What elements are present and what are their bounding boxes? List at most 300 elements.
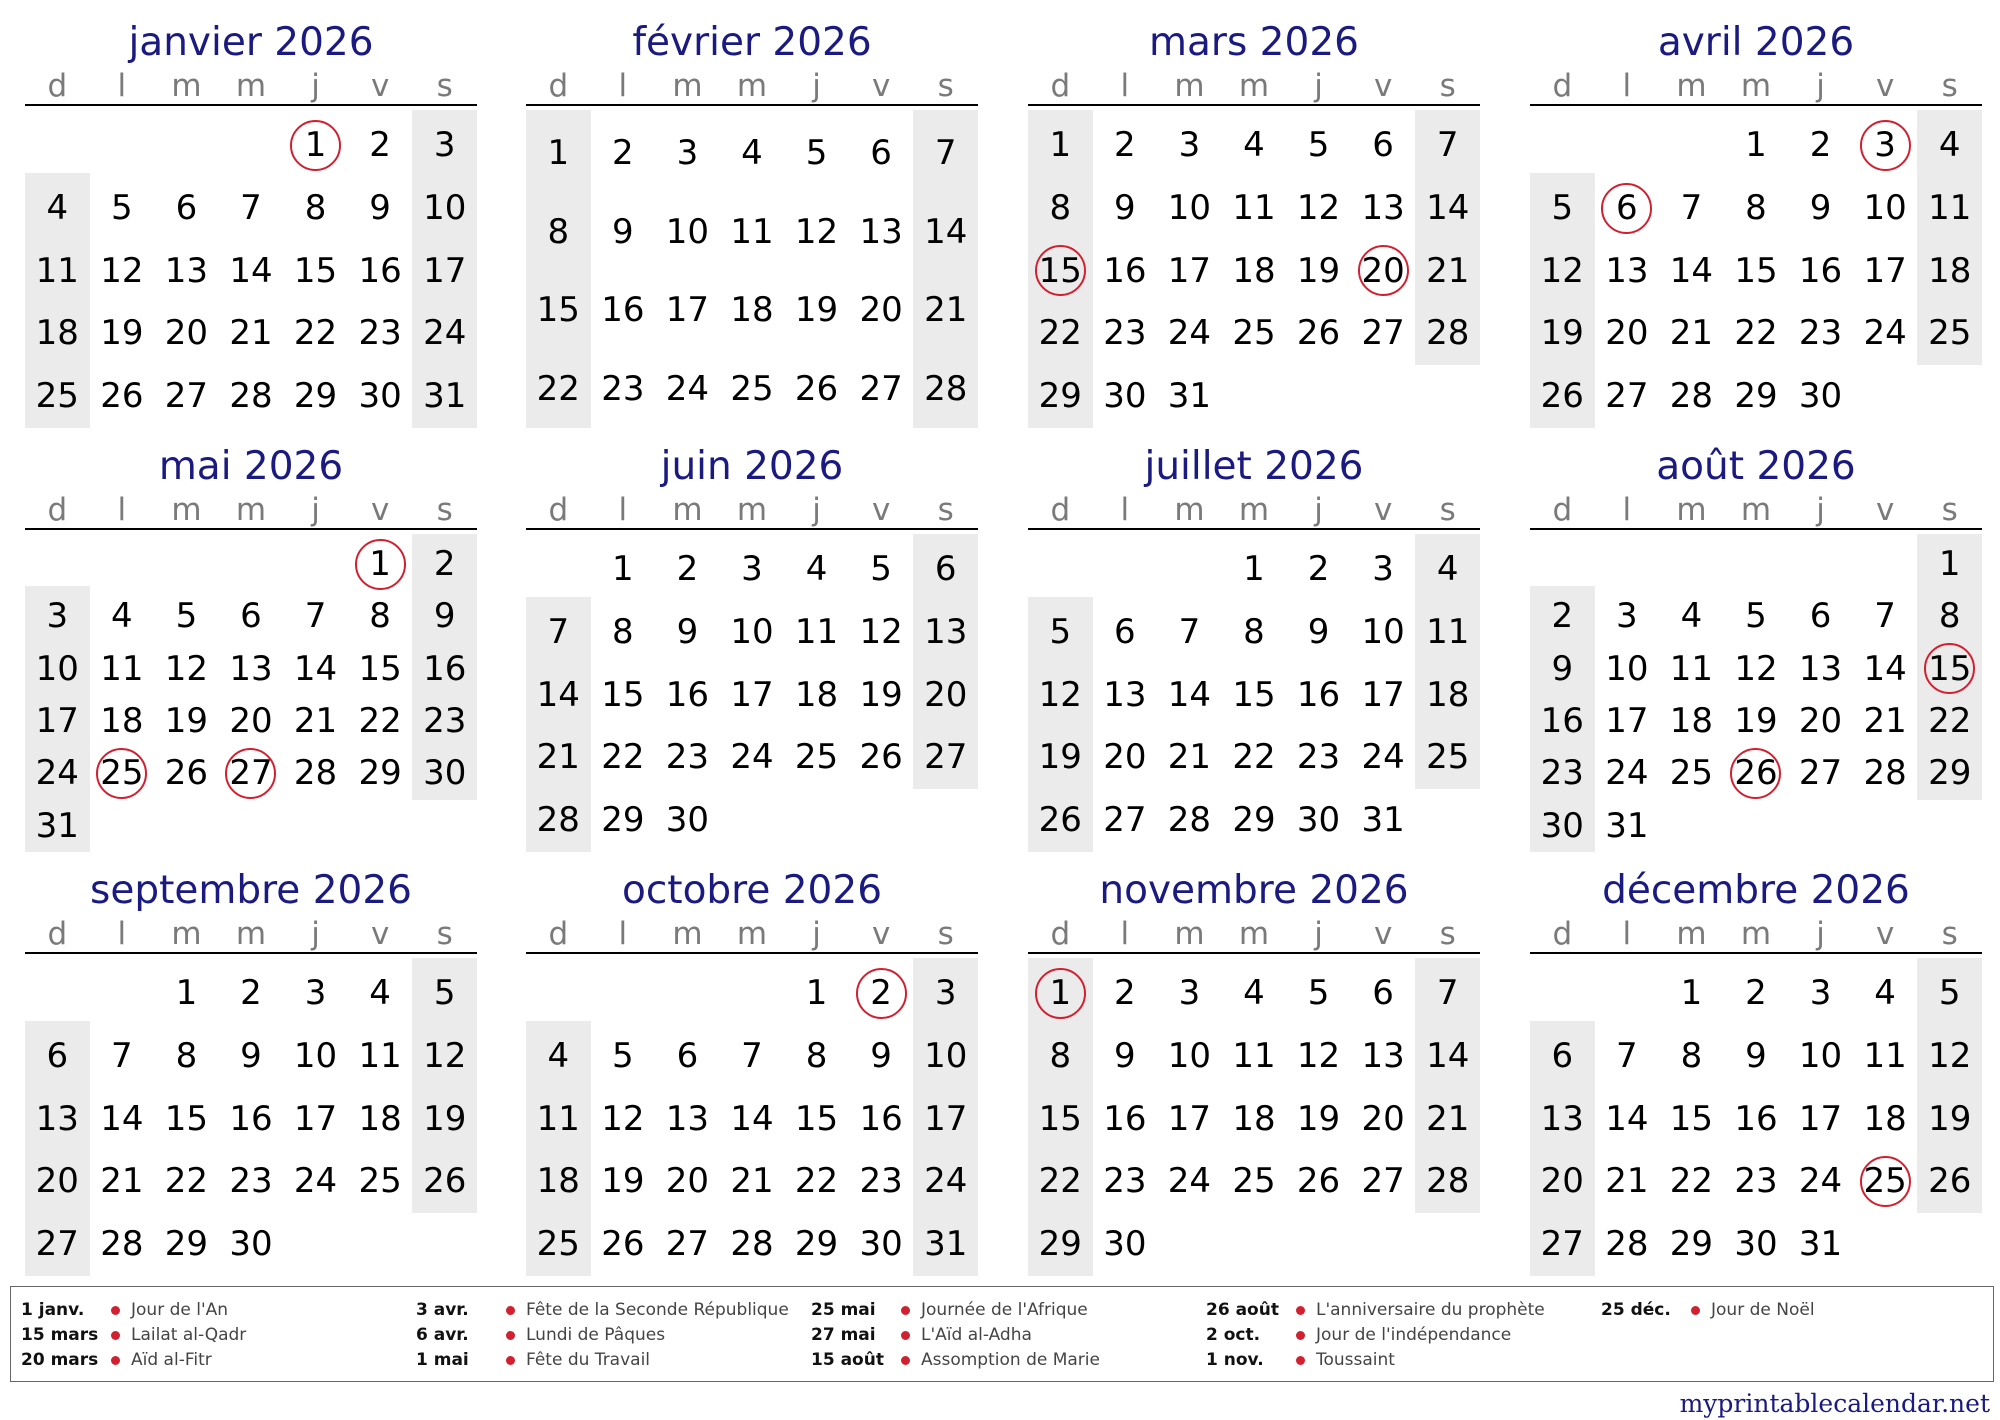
- day-cell[interactable]: 21: [1426, 1098, 1470, 1139]
- day-cell[interactable]: 28: [1426, 1161, 1470, 1202]
- day-cell[interactable]: 31: [35, 805, 79, 846]
- day-cell[interactable]: 4: [547, 1035, 570, 1076]
- day-cell[interactable]: 31: [1361, 800, 1405, 841]
- day-cell[interactable]: 13: [1103, 674, 1147, 715]
- day-cell[interactable]: 16: [358, 250, 402, 291]
- day-cell[interactable]: 5: [870, 549, 892, 589]
- day-cell[interactable]: 1: [805, 973, 828, 1013]
- day-cell[interactable]: 10: [1798, 1035, 1843, 1076]
- day-cell[interactable]: 18: [536, 1161, 580, 1202]
- day-cell[interactable]: 12: [859, 611, 903, 652]
- day-cell[interactable]: 2: [676, 549, 699, 589]
- day-cell[interactable]: 26: [1038, 800, 1082, 841]
- holiday-day-cell[interactable]: 27: [219, 747, 284, 799]
- day-cell[interactable]: 3: [741, 549, 763, 589]
- day-cell[interactable]: 8: [175, 1035, 198, 1076]
- day-cell[interactable]: 27: [1798, 753, 1843, 794]
- day-cell[interactable]: 5: [805, 133, 828, 173]
- day-cell[interactable]: 20: [1361, 1098, 1405, 1139]
- day-cell[interactable]: 16: [1296, 674, 1341, 715]
- day-cell[interactable]: 8: [612, 611, 634, 652]
- day-cell[interactable]: 22: [293, 313, 338, 354]
- day-cell[interactable]: 4: [369, 973, 391, 1013]
- day-cell[interactable]: 25: [358, 1161, 402, 1202]
- day-cell[interactable]: 21: [1167, 737, 1212, 778]
- day-cell[interactable]: 11: [536, 1098, 580, 1139]
- day-cell[interactable]: 30: [229, 1224, 273, 1265]
- day-cell[interactable]: 10: [1605, 648, 1649, 689]
- day-cell[interactable]: 24: [924, 1161, 968, 1202]
- day-cell[interactable]: 4: [1938, 125, 1961, 165]
- day-cell[interactable]: 21: [924, 290, 968, 330]
- day-cell[interactable]: 7: [741, 1035, 763, 1076]
- day-cell[interactable]: 28: [1167, 800, 1212, 841]
- day-cell[interactable]: 7: [1616, 1035, 1638, 1076]
- holiday-day-cell[interactable]: 3: [1853, 114, 1918, 177]
- day-cell[interactable]: 7: [1436, 973, 1459, 1013]
- day-cell[interactable]: 2: [1745, 973, 1767, 1013]
- day-cell[interactable]: 20: [35, 1161, 79, 1202]
- day-cell[interactable]: 24: [1798, 1161, 1843, 1202]
- day-cell[interactable]: 14: [229, 250, 273, 291]
- day-cell[interactable]: 23: [1798, 313, 1843, 354]
- day-cell[interactable]: 18: [1669, 701, 1714, 741]
- day-cell[interactable]: 24: [293, 1161, 338, 1202]
- day-cell[interactable]: 13: [1798, 648, 1843, 689]
- day-cell[interactable]: 30: [859, 1224, 903, 1265]
- day-cell[interactable]: 13: [665, 1098, 710, 1139]
- day-cell[interactable]: 27: [1540, 1224, 1584, 1265]
- day-cell[interactable]: 5: [1049, 611, 1072, 652]
- day-cell[interactable]: 21: [536, 737, 580, 778]
- day-cell[interactable]: 26: [1296, 1161, 1341, 1202]
- day-cell[interactable]: 17: [1167, 1098, 1212, 1139]
- day-cell[interactable]: 22: [601, 737, 645, 778]
- day-cell[interactable]: 4: [1874, 973, 1896, 1013]
- day-cell[interactable]: 21: [293, 701, 338, 741]
- day-cell[interactable]: 26: [1296, 313, 1341, 354]
- day-cell[interactable]: 7: [240, 187, 262, 228]
- day-cell[interactable]: 13: [1361, 187, 1405, 228]
- day-cell[interactable]: 30: [1296, 800, 1341, 841]
- day-cell[interactable]: 13: [859, 211, 903, 252]
- day-cell[interactable]: 4: [741, 133, 763, 173]
- day-cell[interactable]: 1: [612, 549, 634, 589]
- day-cell[interactable]: 2: [1307, 549, 1330, 589]
- day-cell[interactable]: 12: [164, 648, 209, 689]
- day-cell[interactable]: 9: [1114, 187, 1136, 228]
- day-cell[interactable]: 25: [1426, 737, 1470, 778]
- day-cell[interactable]: 3: [1372, 549, 1394, 589]
- day-cell[interactable]: 27: [924, 737, 968, 778]
- day-cell[interactable]: 20: [164, 313, 209, 354]
- day-cell[interactable]: 18: [1863, 1098, 1907, 1139]
- day-cell[interactable]: 26: [859, 737, 903, 778]
- day-cell[interactable]: 2: [433, 544, 456, 584]
- day-cell[interactable]: 3: [934, 973, 957, 1013]
- day-cell[interactable]: 27: [164, 376, 209, 417]
- day-cell[interactable]: 19: [423, 1098, 467, 1139]
- day-cell[interactable]: 22: [1734, 313, 1778, 354]
- day-cell[interactable]: 4: [1243, 125, 1265, 165]
- day-cell[interactable]: 30: [665, 800, 710, 841]
- day-cell[interactable]: 7: [1680, 187, 1703, 228]
- day-cell[interactable]: 15: [1669, 1098, 1714, 1139]
- day-cell[interactable]: 3: [1809, 973, 1832, 1013]
- day-cell[interactable]: 15: [1232, 674, 1276, 715]
- day-cell[interactable]: 16: [601, 290, 645, 330]
- day-cell[interactable]: 22: [1232, 737, 1276, 778]
- day-cell[interactable]: 4: [1436, 549, 1459, 589]
- day-cell[interactable]: 14: [924, 211, 968, 252]
- day-cell[interactable]: 11: [358, 1035, 402, 1076]
- day-cell[interactable]: 17: [1605, 701, 1649, 741]
- day-cell[interactable]: 2: [1114, 973, 1136, 1013]
- day-cell[interactable]: 5: [175, 596, 198, 637]
- day-cell[interactable]: 5: [1307, 125, 1330, 165]
- day-cell[interactable]: 1: [1745, 125, 1767, 165]
- day-cell[interactable]: 4: [1243, 973, 1265, 1013]
- day-cell[interactable]: 7: [934, 133, 957, 173]
- day-cell[interactable]: 14: [1167, 674, 1212, 715]
- day-cell[interactable]: 12: [1540, 250, 1584, 291]
- day-cell[interactable]: 3: [1178, 125, 1201, 165]
- day-cell[interactable]: 8: [369, 596, 391, 637]
- day-cell[interactable]: 4: [111, 596, 133, 637]
- day-cell[interactable]: 28: [730, 1224, 774, 1265]
- day-cell[interactable]: 6: [1551, 1035, 1574, 1076]
- day-cell[interactable]: 6: [175, 187, 198, 228]
- day-cell[interactable]: 29: [1038, 376, 1082, 417]
- day-cell[interactable]: 11: [1863, 1035, 1907, 1076]
- day-cell[interactable]: 25: [536, 1224, 580, 1265]
- day-cell[interactable]: 7: [1436, 125, 1459, 165]
- day-cell[interactable]: 3: [676, 133, 699, 173]
- day-cell[interactable]: 10: [924, 1035, 968, 1076]
- day-cell[interactable]: 27: [1361, 313, 1405, 354]
- day-cell[interactable]: 16: [1103, 1098, 1147, 1139]
- day-cell[interactable]: 29: [1669, 1224, 1714, 1265]
- day-cell[interactable]: 21: [229, 313, 273, 354]
- day-cell[interactable]: 16: [1734, 1098, 1778, 1139]
- day-cell[interactable]: 23: [1296, 737, 1341, 778]
- day-cell[interactable]: 25: [1928, 313, 1972, 354]
- day-cell[interactable]: 7: [1874, 596, 1896, 637]
- day-cell[interactable]: 6: [1809, 596, 1832, 637]
- day-cell[interactable]: 28: [229, 376, 273, 417]
- day-cell[interactable]: 13: [1605, 250, 1649, 291]
- day-cell[interactable]: 14: [1426, 187, 1470, 228]
- day-cell[interactable]: 22: [1928, 701, 1972, 741]
- day-cell[interactable]: 17: [35, 701, 79, 741]
- day-cell[interactable]: 1: [1049, 125, 1072, 165]
- day-cell[interactable]: 3: [1616, 596, 1638, 637]
- day-cell[interactable]: 10: [1167, 1035, 1212, 1076]
- day-cell[interactable]: 30: [358, 376, 402, 417]
- day-cell[interactable]: 5: [612, 1035, 634, 1076]
- day-cell[interactable]: 10: [1167, 187, 1212, 228]
- day-cell[interactable]: 8: [1745, 187, 1767, 228]
- day-cell[interactable]: 17: [1798, 1098, 1843, 1139]
- day-cell[interactable]: 2: [612, 133, 634, 173]
- day-cell[interactable]: 29: [1928, 753, 1972, 794]
- day-cell[interactable]: 5: [111, 187, 133, 228]
- day-cell[interactable]: 10: [730, 611, 774, 652]
- day-cell[interactable]: 30: [1798, 376, 1843, 417]
- day-cell[interactable]: 24: [1167, 1161, 1212, 1202]
- day-cell[interactable]: 5: [1551, 187, 1574, 228]
- day-cell[interactable]: 24: [1605, 753, 1649, 794]
- day-cell[interactable]: 3: [433, 125, 456, 165]
- day-cell[interactable]: 25: [1232, 1161, 1276, 1202]
- day-cell[interactable]: 27: [35, 1224, 79, 1265]
- holiday-day-cell[interactable]: 1: [348, 538, 413, 590]
- day-cell[interactable]: 23: [229, 1161, 273, 1202]
- day-cell[interactable]: 10: [35, 648, 79, 689]
- day-cell[interactable]: 6: [870, 133, 892, 173]
- day-cell[interactable]: 13: [229, 648, 273, 689]
- day-cell[interactable]: 17: [293, 1098, 338, 1139]
- day-cell[interactable]: 18: [1426, 674, 1470, 715]
- day-cell[interactable]: 19: [100, 313, 144, 354]
- day-cell[interactable]: 12: [1734, 648, 1778, 689]
- day-cell[interactable]: 21: [730, 1161, 774, 1202]
- day-cell[interactable]: 9: [433, 596, 456, 637]
- day-cell[interactable]: 23: [358, 313, 402, 354]
- holiday-day-cell[interactable]: 15: [1917, 643, 1982, 695]
- day-cell[interactable]: 14: [536, 674, 580, 715]
- day-cell[interactable]: 9: [1114, 1035, 1136, 1076]
- day-cell[interactable]: 27: [859, 368, 903, 409]
- day-cell[interactable]: 10: [665, 211, 710, 252]
- day-cell[interactable]: 22: [358, 701, 402, 741]
- day-cell[interactable]: 25: [1669, 753, 1714, 794]
- day-cell[interactable]: 21: [100, 1161, 144, 1202]
- day-cell[interactable]: 12: [1038, 674, 1082, 715]
- day-cell[interactable]: 5: [1745, 596, 1767, 637]
- day-cell[interactable]: 20: [1540, 1161, 1584, 1202]
- day-cell[interactable]: 16: [1798, 250, 1843, 291]
- holiday-day-cell[interactable]: 2: [849, 962, 914, 1025]
- day-cell[interactable]: 10: [293, 1035, 338, 1076]
- day-cell[interactable]: 11: [1232, 187, 1276, 228]
- day-cell[interactable]: 24: [35, 753, 79, 794]
- day-cell[interactable]: 18: [794, 674, 839, 715]
- day-cell[interactable]: 23: [423, 701, 467, 741]
- day-cell[interactable]: 22: [164, 1161, 209, 1202]
- day-cell[interactable]: 15: [358, 648, 402, 689]
- day-cell[interactable]: 27: [1103, 800, 1147, 841]
- day-cell[interactable]: 25: [794, 737, 839, 778]
- day-cell[interactable]: 30: [1734, 1224, 1778, 1265]
- day-cell[interactable]: 17: [665, 290, 710, 330]
- day-cell[interactable]: 13: [1361, 1035, 1405, 1076]
- day-cell[interactable]: 6: [1372, 125, 1394, 165]
- day-cell[interactable]: 28: [100, 1224, 144, 1265]
- day-cell[interactable]: 13: [164, 250, 209, 291]
- day-cell[interactable]: 12: [1296, 187, 1341, 228]
- day-cell[interactable]: 23: [1103, 1161, 1147, 1202]
- day-cell[interactable]: 9: [870, 1035, 892, 1076]
- holiday-day-cell[interactable]: 26: [1724, 747, 1789, 799]
- day-cell[interactable]: 14: [100, 1098, 144, 1139]
- day-cell[interactable]: 4: [805, 549, 828, 589]
- day-cell[interactable]: 28: [1669, 376, 1714, 417]
- day-cell[interactable]: 24: [1361, 737, 1405, 778]
- day-cell[interactable]: 3: [304, 973, 327, 1013]
- day-cell[interactable]: 11: [794, 611, 839, 652]
- day-cell[interactable]: 8: [547, 211, 570, 252]
- day-cell[interactable]: 29: [794, 1224, 839, 1265]
- day-cell[interactable]: 20: [859, 290, 903, 330]
- day-cell[interactable]: 6: [934, 549, 957, 589]
- day-cell[interactable]: 20: [1103, 737, 1147, 778]
- day-cell[interactable]: 10: [1863, 187, 1907, 228]
- day-cell[interactable]: 12: [423, 1035, 467, 1076]
- day-cell[interactable]: 23: [1540, 753, 1584, 794]
- day-cell[interactable]: 2: [240, 973, 262, 1013]
- day-cell[interactable]: 28: [924, 368, 968, 409]
- day-cell[interactable]: 12: [1296, 1035, 1341, 1076]
- day-cell[interactable]: 8: [1938, 596, 1961, 637]
- day-cell[interactable]: 11: [1928, 187, 1972, 228]
- day-cell[interactable]: 20: [229, 701, 273, 741]
- day-cell[interactable]: 20: [1798, 701, 1843, 741]
- day-cell[interactable]: 30: [423, 753, 467, 794]
- day-cell[interactable]: 17: [924, 1098, 968, 1139]
- day-cell[interactable]: 6: [676, 1035, 699, 1076]
- holiday-day-cell[interactable]: 1: [283, 114, 348, 177]
- day-cell[interactable]: 19: [601, 1161, 645, 1202]
- day-cell[interactable]: 14: [1863, 648, 1907, 689]
- day-cell[interactable]: 26: [1928, 1161, 1972, 1202]
- day-cell[interactable]: 21: [1426, 250, 1470, 291]
- day-cell[interactable]: 27: [665, 1224, 710, 1265]
- holiday-day-cell[interactable]: 25: [1853, 1150, 1918, 1213]
- day-cell[interactable]: 19: [1540, 313, 1584, 354]
- day-cell[interactable]: 8: [1680, 1035, 1703, 1076]
- day-cell[interactable]: 22: [1038, 1161, 1082, 1202]
- day-cell[interactable]: 8: [304, 187, 327, 228]
- day-cell[interactable]: 26: [794, 368, 839, 409]
- holiday-day-cell[interactable]: 25: [90, 747, 155, 799]
- day-cell[interactable]: 8: [1049, 187, 1072, 228]
- day-cell[interactable]: 9: [1307, 611, 1330, 652]
- day-cell[interactable]: 15: [293, 250, 338, 291]
- day-cell[interactable]: 25: [1232, 313, 1276, 354]
- day-cell[interactable]: 9: [676, 611, 699, 652]
- day-cell[interactable]: 23: [1103, 313, 1147, 354]
- day-cell[interactable]: 30: [1103, 376, 1147, 417]
- day-cell[interactable]: 15: [1734, 250, 1778, 291]
- holiday-day-cell[interactable]: 1: [1028, 962, 1093, 1025]
- day-cell[interactable]: 18: [1928, 250, 1972, 291]
- day-cell[interactable]: 22: [1038, 313, 1082, 354]
- day-cell[interactable]: 28: [1426, 313, 1470, 354]
- holiday-day-cell[interactable]: 6: [1595, 177, 1660, 240]
- day-cell[interactable]: 3: [1178, 973, 1201, 1013]
- day-cell[interactable]: 1: [1243, 549, 1265, 589]
- day-cell[interactable]: 23: [665, 737, 710, 778]
- day-cell[interactable]: 2: [1114, 125, 1136, 165]
- day-cell[interactable]: 29: [601, 800, 645, 841]
- day-cell[interactable]: 18: [35, 313, 79, 354]
- day-cell[interactable]: 14: [1426, 1035, 1470, 1076]
- day-cell[interactable]: 18: [1232, 250, 1276, 291]
- day-cell[interactable]: 19: [1296, 1098, 1341, 1139]
- day-cell[interactable]: 3: [46, 596, 69, 637]
- day-cell[interactable]: 28: [536, 800, 580, 841]
- day-cell[interactable]: 2: [369, 125, 391, 165]
- day-cell[interactable]: 7: [1178, 611, 1201, 652]
- day-cell[interactable]: 29: [1734, 376, 1778, 417]
- day-cell[interactable]: 19: [164, 701, 209, 741]
- day-cell[interactable]: 1: [175, 973, 198, 1013]
- day-cell[interactable]: 19: [859, 674, 903, 715]
- day-cell[interactable]: 12: [794, 211, 839, 252]
- day-cell[interactable]: 30: [1103, 1224, 1147, 1265]
- day-cell[interactable]: 16: [1540, 701, 1584, 741]
- day-cell[interactable]: 6: [1372, 973, 1394, 1013]
- day-cell[interactable]: 6: [240, 596, 262, 637]
- day-cell[interactable]: 26: [1540, 376, 1584, 417]
- day-cell[interactable]: 9: [1551, 648, 1574, 689]
- day-cell[interactable]: 19: [1928, 1098, 1972, 1139]
- day-cell[interactable]: 24: [730, 737, 774, 778]
- day-cell[interactable]: 29: [358, 753, 402, 794]
- day-cell[interactable]: 13: [1540, 1098, 1584, 1139]
- day-cell[interactable]: 22: [794, 1161, 839, 1202]
- day-cell[interactable]: 8: [1049, 1035, 1072, 1076]
- day-cell[interactable]: 9: [1809, 187, 1832, 228]
- day-cell[interactable]: 21: [1605, 1161, 1649, 1202]
- day-cell[interactable]: 18: [358, 1098, 402, 1139]
- day-cell[interactable]: 28: [293, 753, 338, 794]
- day-cell[interactable]: 20: [1605, 313, 1649, 354]
- day-cell[interactable]: 15: [601, 674, 645, 715]
- day-cell[interactable]: 16: [423, 648, 467, 689]
- day-cell[interactable]: 30: [1540, 805, 1584, 846]
- day-cell[interactable]: 7: [547, 611, 570, 652]
- day-cell[interactable]: 31: [1798, 1224, 1843, 1265]
- day-cell[interactable]: 18: [100, 701, 144, 741]
- day-cell[interactable]: 1: [1680, 973, 1703, 1013]
- day-cell[interactable]: 18: [1232, 1098, 1276, 1139]
- day-cell[interactable]: 1: [547, 133, 570, 173]
- day-cell[interactable]: 17: [1361, 674, 1405, 715]
- day-cell[interactable]: 31: [1167, 376, 1212, 417]
- day-cell[interactable]: 21: [1863, 701, 1907, 741]
- day-cell[interactable]: 15: [1038, 1098, 1082, 1139]
- day-cell[interactable]: 23: [1734, 1161, 1778, 1202]
- day-cell[interactable]: 9: [369, 187, 391, 228]
- day-cell[interactable]: 14: [293, 648, 338, 689]
- day-cell[interactable]: 22: [1669, 1161, 1714, 1202]
- day-cell[interactable]: 19: [1038, 737, 1082, 778]
- day-cell[interactable]: 14: [730, 1098, 774, 1139]
- day-cell[interactable]: 18: [730, 290, 774, 330]
- day-cell[interactable]: 20: [665, 1161, 710, 1202]
- day-cell[interactable]: 17: [730, 674, 774, 715]
- day-cell[interactable]: 2: [1551, 596, 1574, 637]
- holiday-day-cell[interactable]: 20: [1351, 240, 1416, 303]
- day-cell[interactable]: 10: [423, 187, 467, 228]
- day-cell[interactable]: 5: [1307, 973, 1330, 1013]
- day-cell[interactable]: 12: [601, 1098, 645, 1139]
- day-cell[interactable]: 25: [730, 368, 774, 409]
- day-cell[interactable]: 23: [601, 368, 645, 409]
- day-cell[interactable]: 29: [1232, 800, 1276, 841]
